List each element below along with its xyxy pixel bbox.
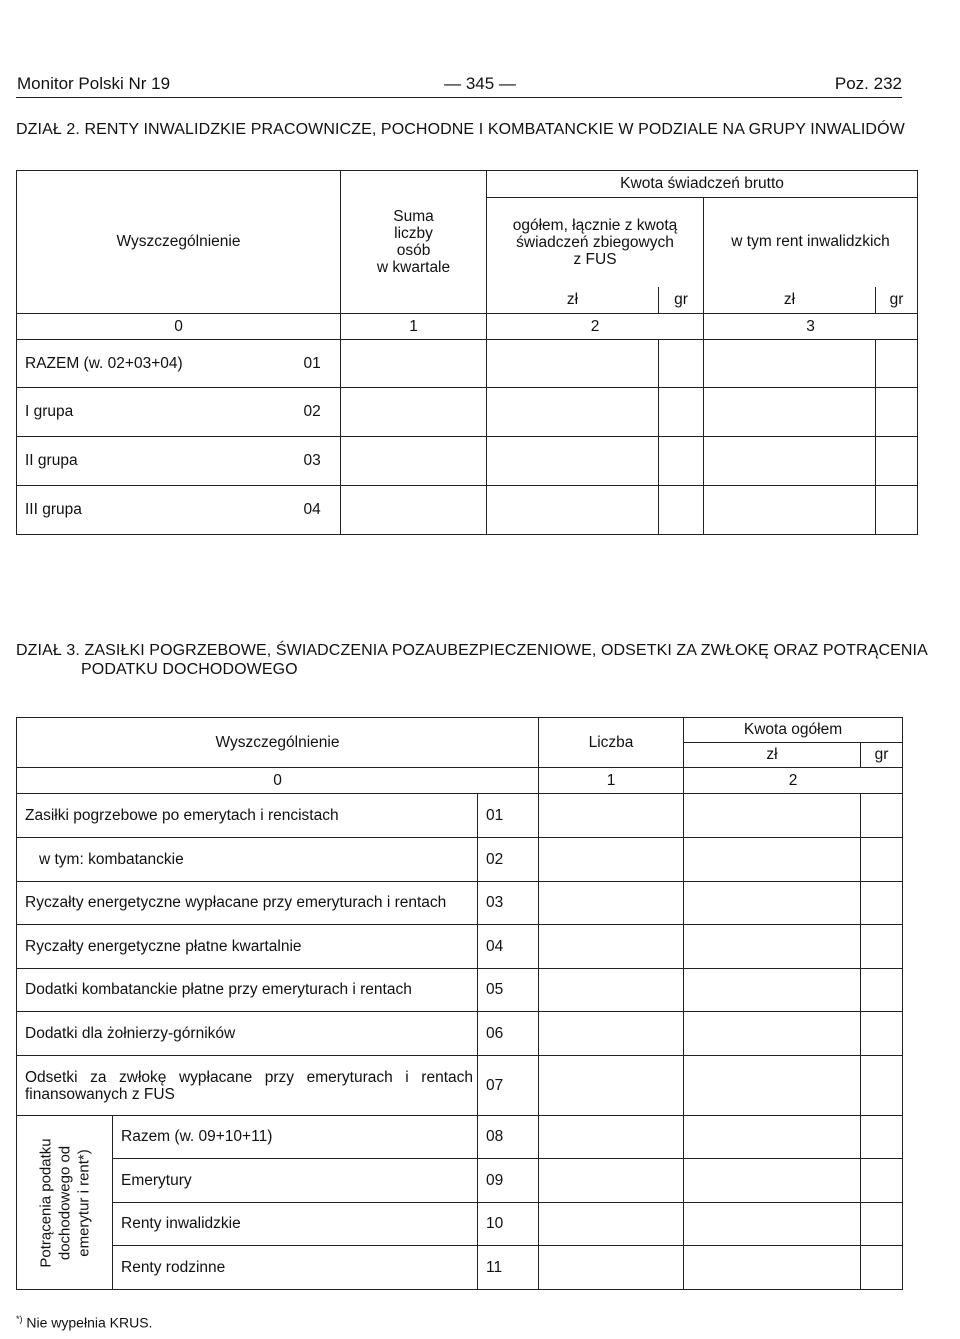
column-number: 0 — [17, 314, 341, 340]
value-cell[interactable] — [659, 437, 704, 486]
value-cell[interactable] — [861, 794, 903, 838]
value-cell[interactable] — [861, 925, 903, 969]
unit-zl: zł — [684, 743, 861, 768]
value-cell[interactable] — [704, 486, 876, 535]
table-row — [17, 838, 903, 882]
header-specification: Wyszczególnienie — [17, 718, 539, 768]
unit-zl: zł — [704, 287, 876, 314]
row-label: Dodatki dla żołnierzy-górników — [17, 1012, 478, 1056]
value-cell[interactable] — [539, 1246, 684, 1290]
column-number: 3 — [704, 314, 918, 340]
table-row — [17, 388, 918, 437]
value-cell[interactable] — [861, 1116, 903, 1159]
row-label: Emerytury — [113, 1159, 478, 1203]
value-cell[interactable] — [341, 340, 487, 388]
row-label: Renty inwalidzkie — [113, 1203, 478, 1246]
value-cell[interactable] — [539, 1056, 684, 1116]
section2-title: DZIAŁ 2. RENTY INWALIDZKIE PRACOWNICZE, POCHODNE I KOMBATANCKIE W PODZIALE NA GRUPY INWALIDÓW — [16, 121, 905, 138]
value-cell[interactable] — [487, 486, 659, 535]
footnote — [16, 1314, 152, 1331]
table-row — [17, 437, 918, 486]
value-cell[interactable] — [539, 838, 684, 882]
value-cell[interactable] — [861, 1012, 903, 1056]
section3-table — [16, 717, 903, 1290]
publication-title: Monitor Polski Nr 19 — [17, 74, 171, 93]
unit-gr: gr — [876, 287, 918, 314]
value-cell[interactable] — [684, 882, 861, 925]
position-number: Poz. 232 — [834, 74, 902, 93]
row-code: 04 — [478, 925, 539, 969]
column-number: 1 — [341, 314, 487, 340]
value-cell[interactable] — [684, 794, 861, 838]
value-cell[interactable] — [684, 1116, 861, 1159]
value-cell[interactable] — [539, 969, 684, 1012]
row-code: 03 — [296, 437, 341, 486]
value-cell[interactable] — [876, 388, 918, 437]
value-cell[interactable] — [861, 1159, 903, 1203]
header-count: Liczba — [539, 718, 684, 768]
value-cell[interactable] — [861, 882, 903, 925]
value-cell[interactable] — [487, 340, 659, 388]
header-sum-persons: Suma liczby osób w kwartale — [341, 171, 487, 314]
header-amount-total: ogółem, łącznie z kwotą świadczeń zbiegowych z FUS — [487, 198, 704, 287]
value-cell[interactable] — [704, 340, 876, 388]
value-cell[interactable] — [659, 486, 704, 535]
row-label: I grupa — [17, 388, 296, 437]
row-code: 01 — [296, 340, 341, 388]
row-code: 03 — [478, 882, 539, 925]
row-code: 04 — [296, 486, 341, 535]
unit-gr: gr — [659, 287, 704, 314]
row-label: RAZEM (w. 02+03+04) — [17, 340, 296, 388]
value-cell[interactable] — [861, 1056, 903, 1116]
table-row — [17, 969, 903, 1012]
table-row — [17, 340, 918, 388]
row-label: Razem (w. 09+10+11) — [113, 1116, 478, 1159]
value-cell[interactable] — [341, 486, 487, 535]
value-cell[interactable] — [684, 1159, 861, 1203]
value-cell[interactable] — [341, 388, 487, 437]
row-code: 10 — [478, 1203, 539, 1246]
row-code: 08 — [478, 1116, 539, 1159]
table-row — [17, 1056, 903, 1116]
value-cell[interactable] — [704, 388, 876, 437]
value-cell[interactable] — [861, 969, 903, 1012]
value-cell[interactable] — [539, 1116, 684, 1159]
table-row — [17, 486, 918, 535]
value-cell[interactable] — [341, 437, 487, 486]
table-row — [17, 925, 903, 969]
row-label: II grupa — [17, 437, 296, 486]
tax-group-label: Potrącenia podatku dochodowego od emerytur i rent*) — [17, 1116, 113, 1290]
row-label: Zasiłki pogrzebowe po emerytach i rencistach — [17, 794, 478, 838]
row-label: III grupa — [17, 486, 296, 535]
value-cell[interactable] — [684, 1246, 861, 1290]
value-cell[interactable] — [539, 882, 684, 925]
footnote-mark: *) — [16, 1314, 23, 1324]
unit-gr: gr — [861, 743, 903, 768]
column-number: 0 — [17, 768, 539, 794]
row-label: Ryczałty energetyczne wypłacane przy emeryturach i rentach — [17, 882, 478, 925]
table-row — [17, 1116, 903, 1159]
row-code: 05 — [478, 969, 539, 1012]
value-cell[interactable] — [704, 437, 876, 486]
column-number: 2 — [487, 314, 704, 340]
header-amount-total: Kwota ogółem — [684, 718, 903, 743]
value-cell[interactable] — [684, 1012, 861, 1056]
unit-zl: zł — [487, 287, 659, 314]
value-cell[interactable] — [539, 1203, 684, 1246]
section2-table — [16, 170, 918, 535]
value-cell[interactable] — [684, 925, 861, 969]
section3-title: DZIAŁ 3. ZASIŁKI POGRZEBOWE, ŚWIADCZENIA POZAUBEZPIECZENIOWE, ODSETKI ZA ZWŁOKĘ ORAZ POTRĄCENIA PODATKU DOCHODOWEGO — [16, 642, 928, 678]
row-code: 01 — [478, 794, 539, 838]
value-cell[interactable] — [876, 486, 918, 535]
table-row — [17, 1159, 903, 1203]
row-label: Renty rodzinne — [113, 1246, 478, 1290]
header-specification: Wyszczególnienie — [17, 171, 341, 314]
value-cell[interactable] — [659, 388, 704, 437]
value-cell[interactable] — [876, 437, 918, 486]
header-divider — [16, 97, 902, 98]
value-cell[interactable] — [659, 340, 704, 388]
page-number: — 345 — — [444, 74, 516, 93]
value-cell[interactable] — [684, 969, 861, 1012]
row-label: Ryczałty energetyczne płatne kwartalnie — [17, 925, 478, 969]
value-cell[interactable] — [487, 388, 659, 437]
value-cell[interactable] — [861, 838, 903, 882]
value-cell[interactable] — [539, 1159, 684, 1203]
value-cell[interactable] — [684, 1203, 861, 1246]
column-number: 2 — [684, 768, 903, 794]
row-code: 09 — [478, 1159, 539, 1203]
value-cell[interactable] — [876, 340, 918, 388]
value-cell[interactable] — [539, 1012, 684, 1056]
value-cell[interactable] — [487, 437, 659, 486]
value-cell[interactable] — [861, 1203, 903, 1246]
table-row — [17, 882, 903, 925]
row-label: Odsetki za zwłokę wypłacane przy emeryturach i rentach finansowanych z FUS — [17, 1056, 478, 1116]
row-label: w tym: kombatanckie — [17, 838, 478, 882]
row-code: 07 — [478, 1056, 539, 1116]
value-cell[interactable] — [539, 925, 684, 969]
row-code: 02 — [296, 388, 341, 437]
column-number: 1 — [539, 768, 684, 794]
table-row — [17, 1246, 903, 1290]
value-cell[interactable] — [684, 838, 861, 882]
header-amount-disability: w tym rent inwalidzkich — [704, 198, 918, 287]
value-cell[interactable] — [861, 1246, 903, 1290]
row-code: 06 — [478, 1012, 539, 1056]
table-row — [17, 1203, 903, 1246]
footnote-text: Nie wypełnia KRUS. — [26, 1314, 153, 1331]
table-row — [17, 794, 903, 838]
row-label: Dodatki kombatanckie płatne przy emeryturach i rentach — [17, 969, 478, 1012]
header-amount-group: Kwota świadczeń brutto — [487, 171, 918, 198]
value-cell[interactable] — [539, 794, 684, 838]
row-code: 11 — [478, 1246, 539, 1290]
row-code: 02 — [478, 838, 539, 882]
table-row — [17, 1012, 903, 1056]
value-cell[interactable] — [684, 1056, 861, 1116]
